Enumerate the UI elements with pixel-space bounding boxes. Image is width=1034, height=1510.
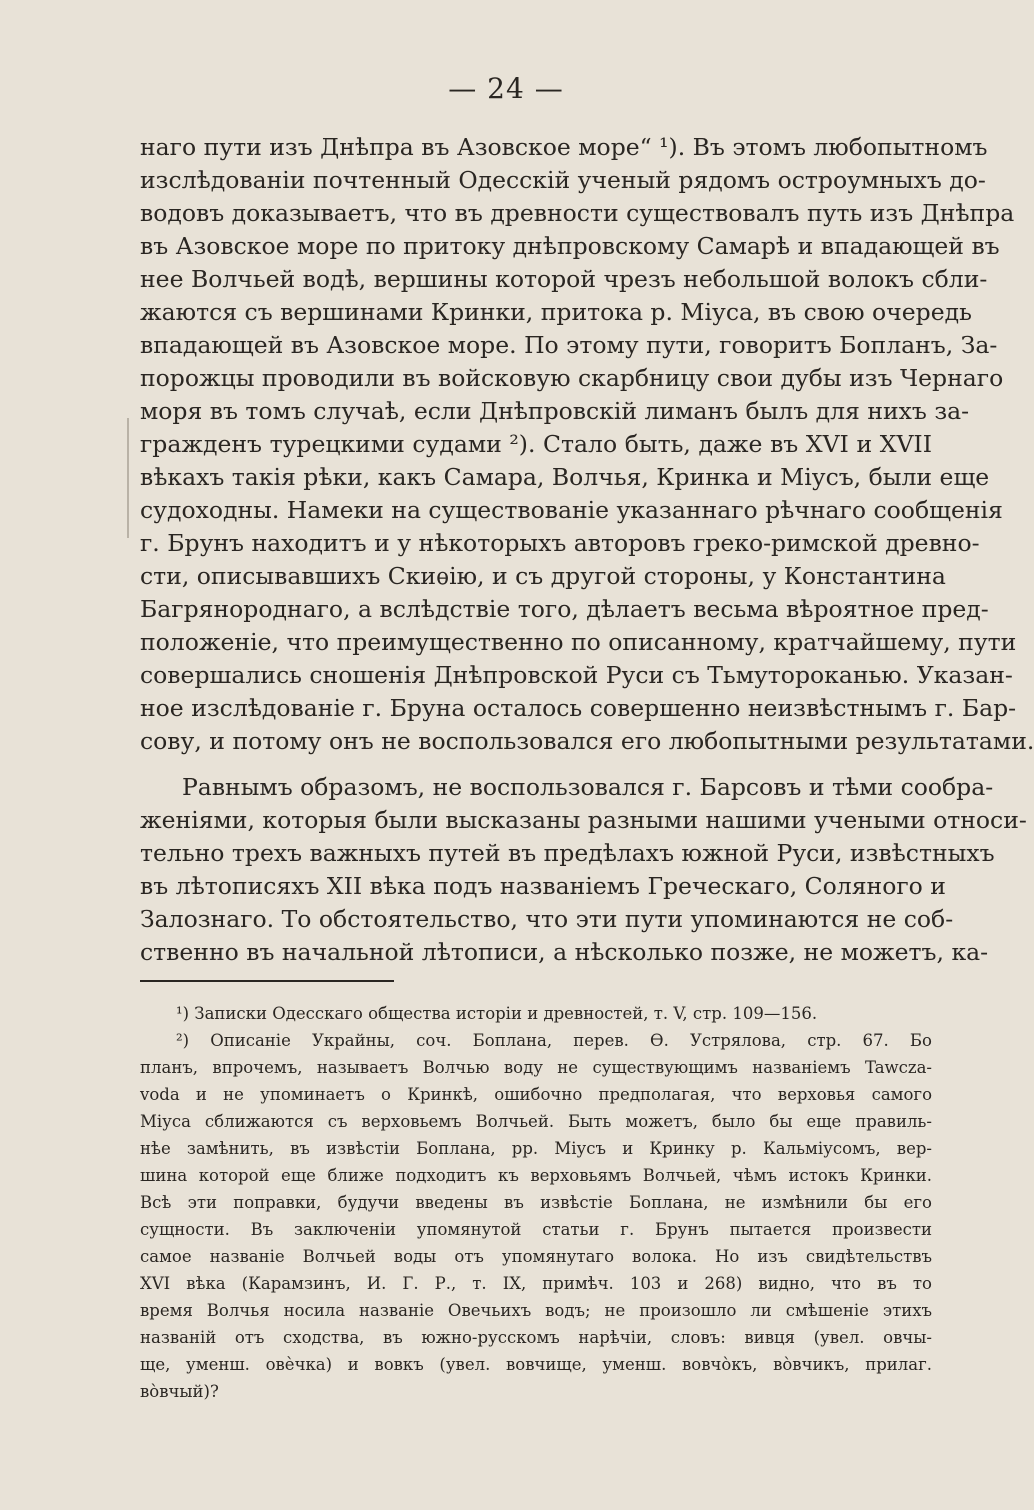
footnote-line: XVI вѣка (Карамзинъ, И. Г. Р., т. IX, примѣч. 103 и 268) видно, что въ то xyxy=(140,1274,932,1293)
footnote-line: voda и не упоминаетъ о Кринкѣ, ошибочно предполагая, что верховья самого xyxy=(140,1085,932,1104)
footnote-line: шина которой еще ближе подходитъ къ верховьямъ Волчьей, чѣмъ истокъ Кринки. xyxy=(140,1166,932,1185)
footnote-line: во̀вчый)? xyxy=(140,1382,219,1401)
body-line: тельно трехъ важныхъ путей въ предѣлахъ южной Руси, извѣстныхъ xyxy=(140,839,995,867)
body-line: впадающей въ Азовское море. По этому пути, говоритъ Бопланъ, За- xyxy=(140,331,998,359)
body-line: сову, и потому онъ не воспользовался его любопытными результатами. xyxy=(140,727,1034,755)
body-line: моря въ томъ случаѣ, если Днѣпровскій лиманъ былъ для нихъ за- xyxy=(140,397,970,425)
body-line: Равнымъ образомъ, не воспользовался г. Барсовъ и тѣми сообра- xyxy=(182,773,994,801)
body-line: женіями, которыя были высказаны разными нашими учеными относи- xyxy=(140,806,1027,834)
body-line: жаются съ вершинами Кринки, притока р. Міуса, въ свою очередь xyxy=(140,298,972,326)
body-line: порожцы проводили въ войсковую скарбницу свои дубы изъ Чернаго xyxy=(140,364,1004,392)
body-line: положеніе, что преимущественно по описанному, кратчайшему, пути xyxy=(140,628,1017,656)
margin-pencil-mark xyxy=(127,418,129,538)
body-line: совершались сношенія Днѣпровской Руси съ Тьмутороканью. Указан- xyxy=(140,661,1013,689)
footnote-line: Всѣ эти поправки, будучи введены въ извѣстіе Боплана, не измѣнили бы его xyxy=(140,1193,932,1212)
body-line: въ Азовское море по притоку днѣпровскому Самарѣ и впадающей въ xyxy=(140,232,1000,260)
body-line: водовъ доказываетъ, что въ древности существовалъ путь изъ Днѣпра xyxy=(140,199,1015,227)
footnote-line: ще, уменш. овѐчка) и вовкъ (увел. вовчище, уменш. вовчо̀къ, во̀вчикъ, прилаг. xyxy=(140,1355,932,1374)
footnote-line: сущности. Въ заключеніи упомянутой статьи г. Брунъ пытается произвести xyxy=(140,1220,932,1239)
footnote-line: самое названіе Волчьей воды отъ упомянутаго волока. Но изъ свидѣтельствъ xyxy=(140,1247,932,1266)
footnote-line: ²) Описаніе Украйны, соч. Боплана, перев. Ѳ. Устрялова, стр. 67. Бо xyxy=(176,1031,932,1050)
body-line: г. Брунъ находитъ и у нѣкоторыхъ авторовъ греко-римской древно- xyxy=(140,529,980,557)
body-line: ное изслѣдованіе г. Бруна осталось совершенно неизвѣстнымъ г. Бар- xyxy=(140,694,1017,722)
footnote-line: названій отъ сходства, въ южно-русскомъ нарѣчіи, словъ: вивця (увел. овчы- xyxy=(140,1328,932,1347)
body-line: изслѣдованіи почтенный Одесскій ученый рядомъ остроумныхъ до- xyxy=(140,166,986,194)
body-line: сти, описывавшихъ Скиѳію, и съ другой стороны, у Константина xyxy=(140,562,946,590)
footnote-separator xyxy=(140,980,394,982)
footnote-line: нѣе замѣнить, въ извѣстіи Боплана, рр. Міусъ и Кринку р. Кальміусомъ, вер- xyxy=(140,1139,932,1158)
body-line: въ лѣтописяхъ XII вѣка подъ названіемъ Греческаго, Соляного и xyxy=(140,872,946,900)
body-line: нее Волчьей водѣ, вершины которой чрезъ небольшой волокъ сбли- xyxy=(140,265,988,293)
footnote-line: время Волчья носила названіе Овечьихъ водъ; не произошло ли смѣшеніе этихъ xyxy=(140,1301,932,1320)
body-line: гражденъ турецкими судами ²). Стало быть, даже въ XVI и XVII xyxy=(140,430,932,458)
body-line: вѣкахъ такія рѣки, какъ Самара, Волчья, Кринка и Міусъ, были еще xyxy=(140,463,990,491)
body-line: Залознаго. То обстоятельство, что эти пути упоминаются не соб- xyxy=(140,905,954,933)
body-line: судоходны. Намеки на существованіе указаннаго рѣчнаго сообщенія xyxy=(140,496,1003,524)
page-number: — 24 — xyxy=(448,72,564,105)
footnote-line: планъ, впрочемъ, называетъ Волчью воду не существующимъ названіемъ Tawcza- xyxy=(140,1058,932,1077)
footnote-line: Міуса сближаются съ верховьемъ Волчьей. Быть можетъ, было бы еще правиль- xyxy=(140,1112,932,1131)
footnote-line: ¹) Записки Одесскаго общества исторіи и древностей, т. V, стр. 109—156. xyxy=(176,1004,818,1023)
body-line: Багрянороднаго, а вслѣдствіе того, дѣлаетъ весьма вѣроятное пред- xyxy=(140,595,989,623)
body-line: ственно въ начальной лѣтописи, а нѣсколько позже, не можетъ, ка- xyxy=(140,938,989,966)
body-line: наго пути изъ Днѣпра въ Азовское море“ ¹). Въ этомъ любопытномъ xyxy=(140,133,988,161)
